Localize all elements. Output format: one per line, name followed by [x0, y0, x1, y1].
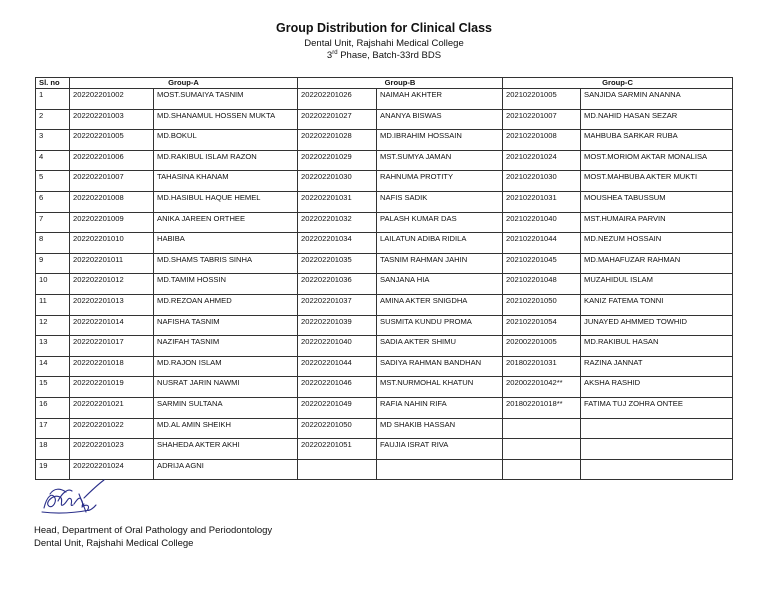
cell-group-b-name	[377, 459, 503, 480]
cell-group-c-name	[581, 439, 733, 460]
table-row	[36, 274, 733, 295]
cell-group-b-name: MST.NURMOHAL KHATUN	[377, 377, 503, 398]
cell-group-c-id	[503, 439, 581, 460]
table-header-row	[36, 78, 733, 89]
cell-group-c-id: 202102201008	[503, 130, 581, 151]
cell-group-c-id: 202102201054	[503, 315, 581, 336]
table-row	[36, 336, 733, 357]
table-row	[36, 171, 733, 192]
cell-group-a-name: MD.AL AMIN SHEIKH	[154, 418, 298, 439]
cell-group-c-id: 201802201018**	[503, 397, 581, 418]
cell-group-a-name: NAFISHA TASNIM	[154, 315, 298, 336]
cell-group-b-id: 202202201032	[298, 212, 377, 233]
cell-group-b-id: 202202201040	[298, 336, 377, 357]
cell-group-b-id: 202202201030	[298, 171, 377, 192]
cell-sl-no: 15	[36, 377, 70, 398]
cell-sl-no: 1	[36, 89, 70, 110]
cell-group-b-id: 202202201051	[298, 439, 377, 460]
cell-sl-no: 10	[36, 274, 70, 295]
table-row	[36, 212, 733, 233]
cell-group-c-id: 202002201005	[503, 336, 581, 357]
cell-group-a-name: MD.SHAMS TABRIS SINHA	[154, 253, 298, 274]
cell-group-a-id: 202202201023	[70, 439, 154, 460]
table-row	[36, 294, 733, 315]
cell-group-b-name: SANJANA HIA	[377, 274, 503, 295]
cell-group-c-id: 202102201045	[503, 253, 581, 274]
table-body	[36, 89, 733, 480]
cell-group-a-id: 202202201011	[70, 253, 154, 274]
cell-group-a-name: MD.BOKUL	[154, 130, 298, 151]
cell-sl-no: 2	[36, 109, 70, 130]
cell-group-a-id: 202202201009	[70, 212, 154, 233]
cell-group-c-name: MUZAHIDUL ISLAM	[581, 274, 733, 295]
cell-group-a-name: ANIKA JAREEN ORTHEE	[154, 212, 298, 233]
cell-sl-no: 4	[36, 150, 70, 171]
cell-group-b-name: NAIMAH AKHTER	[377, 89, 503, 110]
cell-group-c-id: 202102201040	[503, 212, 581, 233]
cell-group-c-id	[503, 418, 581, 439]
cell-sl-no: 5	[36, 171, 70, 192]
cell-group-a-id: 202202201024	[70, 459, 154, 480]
cell-sl-no: 7	[36, 212, 70, 233]
cell-sl-no: 16	[36, 397, 70, 418]
document-title: Group Distribution for Clinical Class	[276, 21, 492, 35]
footer-designation: Head, Department of Oral Pathology and Periodontology	[34, 525, 273, 536]
signature-image	[38, 474, 118, 524]
table-row	[36, 459, 733, 480]
cell-group-a-name: SARMIN SULTANA	[154, 397, 298, 418]
phase-number: 3	[326, 50, 333, 62]
phase-rest: Phase, Batch-33rd BDS	[337, 50, 442, 62]
cell-group-a-id: 202202201006	[70, 150, 154, 171]
cell-group-c-id: 202102201044	[503, 233, 581, 254]
cell-group-c-id: 202102201024	[503, 150, 581, 171]
table-row	[36, 89, 733, 110]
cell-group-b-name: PALASH KUMAR DAS	[377, 212, 503, 233]
cell-group-a-name: HABIBA	[154, 233, 298, 254]
cell-group-c-name: RAZINA JANNAT	[581, 356, 733, 377]
table-row	[36, 356, 733, 377]
cell-group-b-name: LAILATUN ADIBA RIDILA	[377, 233, 503, 254]
table-row	[36, 191, 733, 212]
cell-group-c-name: MOUSHEA TABUSSUM	[581, 191, 733, 212]
cell-group-c-name	[581, 459, 733, 480]
header-group-a: Group-A	[70, 78, 298, 89]
phase-superscript: rd	[332, 50, 338, 56]
document-subtitle: Dental Unit, Rajshahi Medical College	[304, 38, 464, 49]
cell-group-a-name: SHAHEDA AKTER AKHI	[154, 439, 298, 460]
cell-group-a-id: 202202201017	[70, 336, 154, 357]
cell-group-b-id: 202202201046	[298, 377, 377, 398]
table-row	[36, 233, 733, 254]
cell-group-b-name: TASNIM RAHMAN JAHIN	[377, 253, 503, 274]
cell-group-a-name: MD.TAMIM HOSSIN	[154, 274, 298, 295]
cell-group-b-id: 202202201027	[298, 109, 377, 130]
cell-group-b-id: 202202201049	[298, 397, 377, 418]
cell-group-c-id: 202102201048	[503, 274, 581, 295]
header-group-b: Group-B	[298, 78, 503, 89]
cell-sl-no: 13	[36, 336, 70, 357]
cell-sl-no: 14	[36, 356, 70, 377]
cell-group-b-name: NAFIS SADIK	[377, 191, 503, 212]
cell-group-b-id: 202202201036	[298, 274, 377, 295]
group-distribution-table	[35, 77, 733, 480]
cell-group-a-name: MD.HASIBUL HAQUE HEMEL	[154, 191, 298, 212]
cell-group-c-name: JUNAYED AHMMED TOWHID	[581, 315, 733, 336]
cell-sl-no: 8	[36, 233, 70, 254]
cell-group-c-name: SANJIDA SARMIN ANANNA	[581, 89, 733, 110]
cell-sl-no: 18	[36, 439, 70, 460]
document-phase-line	[0, 50, 768, 61]
cell-group-b-name: MD.IBRAHIM HOSSAIN	[377, 130, 503, 151]
cell-group-a-name: NAZIFAH TASNIM	[154, 336, 298, 357]
cell-group-a-id: 202202201012	[70, 274, 154, 295]
cell-group-a-id: 202202201013	[70, 294, 154, 315]
cell-group-a-id: 202202201021	[70, 397, 154, 418]
cell-group-c-id: 202102201031	[503, 191, 581, 212]
table-row	[36, 253, 733, 274]
cell-group-c-id: 202102201030	[503, 171, 581, 192]
cell-group-a-name: MD.REZOAN AHMED	[154, 294, 298, 315]
cell-group-a-name: TAHASINA KHANAM	[154, 171, 298, 192]
cell-group-a-name: MD.RAJON ISLAM	[154, 356, 298, 377]
cell-group-c-name: MAHBUBA SARKAR RUBA	[581, 130, 733, 151]
cell-group-b-id: 202202201044	[298, 356, 377, 377]
cell-group-b-id: 202202201035	[298, 253, 377, 274]
cell-group-b-id: 202202201026	[298, 89, 377, 110]
footer-institution: Dental Unit, Rajshahi Medical College	[34, 538, 194, 549]
cell-sl-no: 11	[36, 294, 70, 315]
table-row	[36, 377, 733, 398]
cell-group-c-name: MD.NEZUM HOSSAIN	[581, 233, 733, 254]
cell-group-c-id: 201802201031	[503, 356, 581, 377]
cell-group-c-id: 202002201042**	[503, 377, 581, 398]
cell-group-b-id: 202202201034	[298, 233, 377, 254]
cell-group-b-name: ANANYA BISWAS	[377, 109, 503, 130]
table-row	[36, 439, 733, 460]
cell-group-a-id: 202202201005	[70, 130, 154, 151]
cell-group-a-id: 202202201003	[70, 109, 154, 130]
cell-group-c-name: MD.RAKIBUL HASAN	[581, 336, 733, 357]
header-sl-no: Sl. no	[36, 78, 70, 89]
cell-group-c-id	[503, 459, 581, 480]
table-row	[36, 109, 733, 130]
cell-group-a-id: 202202201022	[70, 418, 154, 439]
cell-group-a-id: 202202201019	[70, 377, 154, 398]
cell-sl-no: 6	[36, 191, 70, 212]
table-row	[36, 397, 733, 418]
cell-group-a-id: 202202201010	[70, 233, 154, 254]
cell-group-c-name: MST.HUMAIRA PARVIN	[581, 212, 733, 233]
cell-group-c-name: MOST.MORIOM AKTAR MONALISA	[581, 150, 733, 171]
cell-group-a-name: NUSRAT JARIN NAWMI	[154, 377, 298, 398]
cell-sl-no: 9	[36, 253, 70, 274]
cell-group-b-name: MST.SUMYA JAMAN	[377, 150, 503, 171]
cell-group-c-id: 202102201005	[503, 89, 581, 110]
cell-group-b-id: 202202201037	[298, 294, 377, 315]
cell-sl-no: 19	[36, 459, 70, 480]
cell-group-b-id	[298, 459, 377, 480]
cell-sl-no: 3	[36, 130, 70, 151]
cell-group-c-name: FATIMA TUJ ZOHRA ONTEE	[581, 397, 733, 418]
table-row	[36, 150, 733, 171]
cell-group-b-id: 202202201031	[298, 191, 377, 212]
cell-group-b-name: SUSMITA KUNDU PROMA	[377, 315, 503, 336]
header-group-c: Group-C	[503, 78, 733, 89]
cell-group-b-id: 202202201050	[298, 418, 377, 439]
cell-group-c-name: AKSHA RASHID	[581, 377, 733, 398]
cell-group-c-name	[581, 418, 733, 439]
cell-group-c-name: KANIZ FATEMA TONNI	[581, 294, 733, 315]
cell-group-b-id: 202202201029	[298, 150, 377, 171]
cell-group-a-name: MOST.SUMAIYA TASNIM	[154, 89, 298, 110]
cell-group-c-name: MD.NAHID HASAN SEZAR	[581, 109, 733, 130]
cell-group-b-name: SADIA AKTER SHIMU	[377, 336, 503, 357]
cell-group-b-id: 202202201028	[298, 130, 377, 151]
cell-group-c-id: 202102201050	[503, 294, 581, 315]
table-row	[36, 130, 733, 151]
cell-group-b-name: FAUJIA ISRAT RIVA	[377, 439, 503, 460]
cell-sl-no: 17	[36, 418, 70, 439]
cell-group-b-name: MD SHAKIB HASSAN	[377, 418, 503, 439]
cell-group-a-id: 202202201008	[70, 191, 154, 212]
cell-group-b-id: 202202201039	[298, 315, 377, 336]
cell-group-a-name: MD.SHANAMUL HOSSEN MUKTA	[154, 109, 298, 130]
cell-group-a-id: 202202201002	[70, 89, 154, 110]
cell-group-b-name: SADIYA RAHMAN BANDHAN	[377, 356, 503, 377]
cell-group-a-id: 202202201014	[70, 315, 154, 336]
cell-group-b-name: AMINA AKTER SNIGDHA	[377, 294, 503, 315]
cell-group-a-name: MD.RAKIBUL ISLAM RAZON	[154, 150, 298, 171]
table-row	[36, 418, 733, 439]
cell-group-a-id: 202202201018	[70, 356, 154, 377]
cell-group-c-name: MD.MAHAFUZAR RAHMAN	[581, 253, 733, 274]
cell-group-a-name: ADRIJA AGNI	[154, 459, 298, 480]
table-row	[36, 315, 733, 336]
cell-group-c-name: MOST.MAHBUBA AKTER MUKTI	[581, 171, 733, 192]
cell-group-a-id: 202202201007	[70, 171, 154, 192]
cell-sl-no: 12	[36, 315, 70, 336]
cell-group-b-name: RAHNUMA PROTITY	[377, 171, 503, 192]
cell-group-c-id: 202102201007	[503, 109, 581, 130]
cell-group-b-name: RAFIA NAHIN RIFA	[377, 397, 503, 418]
